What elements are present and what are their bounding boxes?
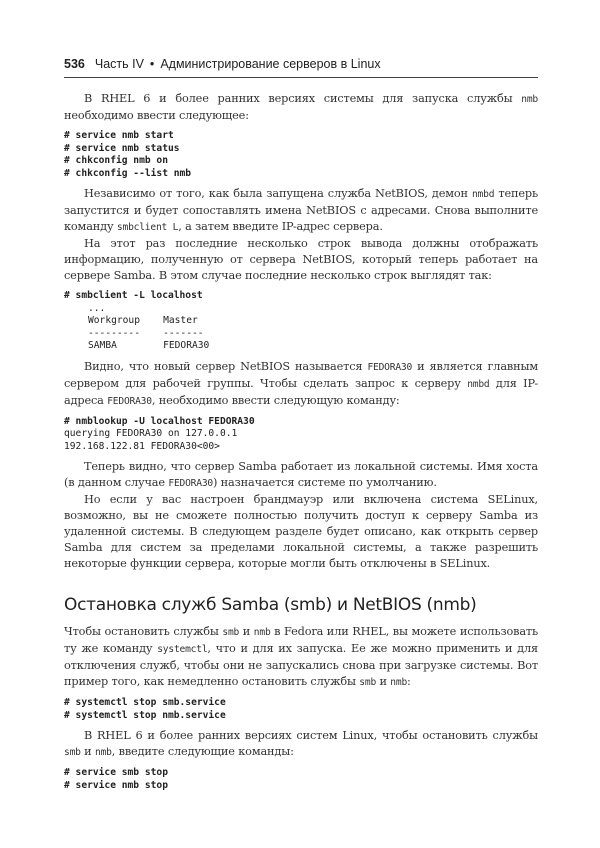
- code-block-nmblookup: [64, 416, 538, 454]
- code-command: # smbclient -L localhost: [64, 290, 203, 301]
- paragraph-firewall: Но если у вас настроен брандмауэр или включена система SELinux, возможно, вы не сможете полностью получить доступ к серверу Samba из удаленной системы. В следующем разделе будет описано, как открыть сервер Samba для систем за пределами локальной системы, а также разрешить некоторые функции сервера, которые могли быть отключены в SELinux.: [64, 493, 538, 570]
- paragraph-stop-services: Чтобы остановить службы smb и nmb в Fedora или RHEL, вы можете использовать ту же команду systemctl, что и для их запуска. Ее же можно применить и для отключения служб, чтобы они не запускались снова при загрузке системы. Вот пример того, как немедленно остановить службы smb и nmb:: [64, 625, 538, 688]
- page-number: 536: [64, 57, 85, 71]
- paragraph-netbios-daemon: Независимо от того, как была запущена служба NetBIOS, демон nmbd теперь запустится и будет сопоставлять имена NetBIOS с адресами. Снова выполните команду smbclient L, а затем введите IP-адрес сервера.: [64, 187, 538, 233]
- code-line: # service smb stop: [64, 767, 168, 778]
- code-line: --------- -------: [88, 327, 204, 339]
- code-line: SAMBA FEDORA30: [88, 340, 210, 351]
- code-block-start-nmb: [64, 130, 538, 180]
- code-command: # nmblookup -U localhost FEDORA30: [64, 415, 255, 427]
- section-heading: Остановка служб Samba (smb) и NetBIOS (nmb): [64, 595, 477, 615]
- code-line: # service nmb start: [64, 130, 174, 141]
- code-line: 192.168.122.81 FEDORA30<00>: [64, 440, 220, 452]
- running-header: [64, 57, 538, 75]
- header-rule: [64, 77, 538, 78]
- code-line: # service nmb stop: [64, 779, 168, 791]
- code-line: # service nmb status: [64, 142, 180, 154]
- header-bullet: •: [149, 57, 155, 71]
- paragraph-rhel6-stop: В RHEL 6 и более ранних версиях систем Linux, чтобы остановить службы smb и nmb, введите следующие команды:: [64, 729, 538, 758]
- paragraph-local-system: Теперь видно, что сервер Samba работает из локальной системы. Имя хоста (в данном случае FEDORA30) назначается системе по умолчанию.: [64, 460, 538, 489]
- paragraph-rhel6-start: В RHEL 6 и более ранних версиях системы для запуска службы nmb необходимо ввести следующее:: [64, 92, 538, 122]
- code-block-service-stop: [64, 767, 538, 792]
- code-block-systemctl-stop: [64, 697, 538, 722]
- code-line: ...: [88, 302, 106, 314]
- chapter-title: Администрирование серверов в Linux: [160, 57, 381, 71]
- code-line: # systemctl stop nmb.service: [64, 709, 226, 721]
- part-label: Часть IV: [94, 57, 144, 71]
- code-line: Workgroup Master: [88, 315, 198, 326]
- page-content: [64, 91, 538, 798]
- code-line: # chkconfig nmb on: [64, 155, 168, 166]
- code-line: # chkconfig --list nmb: [64, 167, 192, 179]
- code-block-smbclient: [64, 290, 538, 353]
- paragraph-new-server: Видно, что новый сервер NetBIOS называется FEDORA30 и является главным сервером для рабочей группы. Чтобы сделать запрос к серверу nmbd для IP-адреса FEDORA30, необходимо ввести следующую команду:: [64, 359, 538, 407]
- paragraph-output-info: На этот раз последние несколько строк вывода должны отображать информацию, полученную от сервера NetBIOS, который теперь работает на сервере Samba. В этом случае последние несколько строк выглядят так:: [64, 237, 538, 282]
- code-line: # systemctl stop smb.service: [64, 697, 226, 708]
- code-line: querying FEDORA30 on 127.0.0.1: [64, 428, 238, 439]
